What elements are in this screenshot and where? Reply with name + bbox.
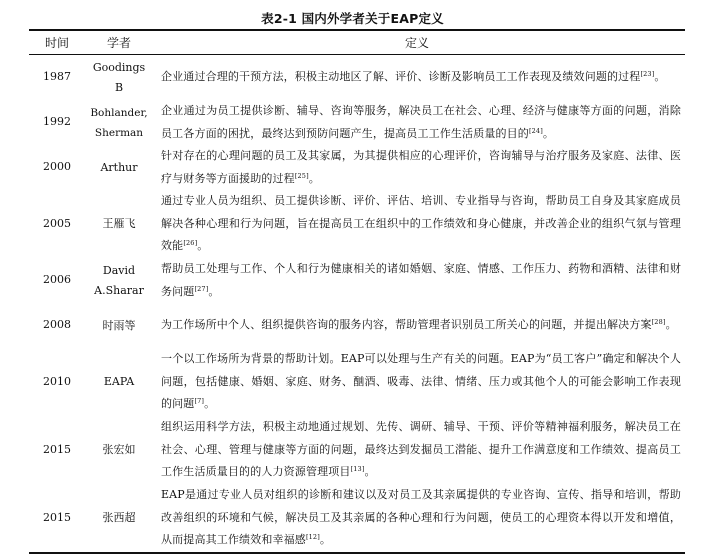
- eap-definition-table: [29, 29, 685, 554]
- row-scholar: [85, 316, 153, 336]
- definition-text: EAP是通过专业人员对组织的诊断和建议以及对员工及其亲属提供的专业咨询、宣传、指导和培训，帮助改善组织的环境和气候，解决员工及其亲属的各种心理和行为问题，使员工的心理资本得以开发和增值，从而提高其工作绩效和幸福感: [161, 488, 681, 547]
- citation-ref: [23]: [640, 70, 655, 79]
- citation-ref: [25]: [294, 171, 309, 180]
- table-row: [29, 55, 685, 100]
- scholar-line: EAPA: [103, 375, 135, 388]
- scholar-line: Goodings: [92, 60, 146, 74]
- row-definition: [153, 100, 685, 145]
- row-scholar: [85, 58, 153, 98]
- scholar-line: 王雁飞: [102, 217, 136, 230]
- row-scholar: [85, 508, 153, 528]
- header-definition: 定义: [404, 36, 429, 50]
- row-year: 2015: [43, 442, 71, 456]
- table-row: [29, 100, 685, 145]
- definition-text: 组织运用科学方法，积极主动地通过规划、先传、调研、辅导、干预、评价等精神福利服务，解决员工在社会、心理、管理与健康等方面的问题，最终达到发掘员工潜能、提升工作满意度和工作绩效、提高员工工作生活质量目的的人力资源管理项目: [161, 420, 681, 479]
- row-definition: [153, 314, 685, 337]
- table-row: [29, 258, 685, 303]
- row-year: 2000: [43, 160, 71, 174]
- definition-tail: 。: [204, 397, 216, 411]
- table-row: [29, 303, 685, 348]
- citation-ref: [27]: [194, 284, 209, 293]
- definition-tail: 。: [364, 465, 376, 479]
- table-row: [29, 484, 685, 552]
- definition-text: 通过专业人员为组织、员工提供诊断、评价、评估、培训、专业指导与咨询，帮助员工自身及其家庭成员解决各种心理和行为问题，旨在提高员工在组织中的工作绩效和身心健康，并改善企业的组织气氛与管理效能: [161, 194, 681, 253]
- definition-tail: 。: [654, 70, 666, 84]
- scholar-line: A.Sharar: [94, 283, 144, 297]
- definition-tail: 。: [319, 533, 332, 547]
- row-definition: [153, 348, 685, 416]
- row-scholar: [85, 214, 153, 234]
- scholar-line: Arthur: [100, 160, 138, 174]
- row-definition: [153, 258, 685, 303]
- citation-ref: [7]: [194, 397, 205, 406]
- row-definition: [153, 484, 685, 552]
- header-time: 时间: [44, 36, 69, 50]
- row-year: 2015: [43, 510, 71, 524]
- scholar-line: 时雨等: [102, 318, 136, 332]
- row-definition: [153, 145, 685, 190]
- row-scholar: [85, 440, 153, 460]
- definition-text: 帮助员工处理与工作、个人和行为健康相关的诸如婚姻、家庭、情感、工作压力、药物和酒精、法律和财务问题: [161, 261, 681, 298]
- scholar-line: 张宏如: [102, 443, 136, 456]
- scholar-line: David: [102, 263, 136, 277]
- definition-text: 企业通过合理的干预方法，积极主动地区了解、评价、诊断及影响员工工作表现及绩效问题的过程: [161, 70, 641, 84]
- row-definition: [153, 416, 685, 484]
- table-caption: 表2-1 国内外学者关于EAP定义: [261, 11, 444, 26]
- citation-ref: [26]: [183, 239, 198, 248]
- scholar-line: 张西超: [102, 511, 136, 524]
- row-year: 1992: [43, 115, 71, 129]
- definition-text: 企业通过为员工提供诊断、辅导、咨询等服务，解决员工在社会、心理、经济与健康等方面的问题，消除员工各方面的困扰，最终达到预防问题产生，提高员工工作生活质量的目的: [161, 103, 681, 140]
- header-scholar: 学者: [106, 36, 131, 50]
- citation-ref: [13]: [350, 465, 365, 474]
- row-scholar: [85, 261, 153, 301]
- row-year: 2006: [43, 273, 71, 287]
- row-definition: [153, 190, 685, 258]
- table-row: [29, 145, 685, 190]
- definition-tail: 。: [665, 318, 677, 332]
- definition-tail: 。: [308, 171, 320, 185]
- row-scholar: [85, 372, 153, 392]
- definition-tail: 。: [197, 239, 209, 253]
- definition-tail: 。: [542, 126, 555, 140]
- row-definition: [153, 66, 685, 89]
- row-scholar: [85, 158, 153, 178]
- citation-ref: [28]: [651, 318, 666, 327]
- table-row: [29, 416, 685, 484]
- definition-tail: 。: [208, 284, 220, 298]
- row-scholar: [85, 103, 153, 143]
- citation-ref: [24]: [528, 126, 543, 135]
- definition-text: 一个以工作场所为背景的帮助计划。EAP可以处理与生产有关的问题。EAP为“员工客户”确定和解决个人问题，包括健康、婚姻、家庭、财务、酗酒、吸毒、法律、情绪、压力或其他个人的可能会影响工作表现的问题: [161, 352, 681, 411]
- definition-text: 为工作场所中个人、组织提供咨询的服务内容，帮助管理者识别员工所关心的问题，并提出解决方案: [161, 318, 652, 332]
- citation-ref: [12]: [305, 533, 320, 542]
- scholar-line: Sherman: [94, 126, 144, 139]
- definition-text: 针对存在的心理问题的员工及其家属，为其提供相应的心理评价，咨询辅导与治疗服务及家庭、法律、医疗与财务等方面援助的过程: [161, 148, 681, 185]
- scholar-line: B: [114, 80, 124, 94]
- scholar-line: Bohlander,: [90, 106, 148, 119]
- row-year: 2010: [43, 374, 71, 388]
- table-row: [29, 190, 685, 258]
- row-year: 2008: [43, 318, 71, 332]
- row-year: 2005: [43, 216, 71, 230]
- table-row: [29, 348, 685, 416]
- table-header-row: [29, 31, 685, 55]
- row-year: 1987: [43, 70, 71, 84]
